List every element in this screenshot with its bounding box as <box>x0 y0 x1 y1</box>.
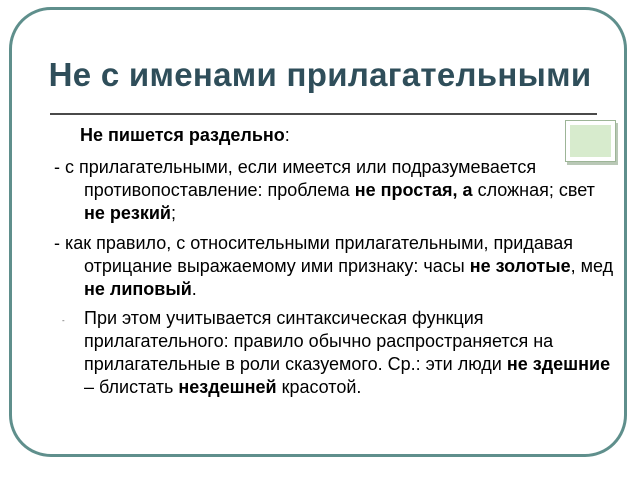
para2-text-2: , мед <box>570 256 614 276</box>
paragraph-bullet-mark: - <box>62 316 65 325</box>
para1-bold-2: не резкий <box>84 203 171 223</box>
para1-text-3: ; <box>170 203 176 223</box>
rule-heading-colon: : <box>284 125 290 145</box>
para3-bold-1: не здешние <box>506 354 611 374</box>
para2-text-1: - как правило, с относительными прилагательными, придавая отрицание выражаемому ими признаку: часы <box>54 233 573 276</box>
para1-text-1: - с прилагательными, если имеется или подразумевается противопоставление: проблема <box>54 157 537 200</box>
rule-paragraph-3 <box>54 307 614 399</box>
para3-text-1: При этом учитывается синтаксическая функция прилагательного: правило обычно распространяется на прилагательные в роли сказуемого. Ср.: эти люди <box>84 308 554 374</box>
para2-text-3: . <box>191 279 197 299</box>
para3-text-3: красотой. <box>276 377 362 397</box>
rule-paragraph-2 <box>54 232 614 301</box>
para3-bold-2: нездешней <box>178 377 277 397</box>
rule-heading-bold: Не пишется раздельно <box>80 125 285 145</box>
para3-text-2: – блистать <box>84 377 179 397</box>
slide-body <box>54 124 614 399</box>
slide-title: Не с именами прилагательными <box>48 56 592 93</box>
rule-paragraph-1 <box>54 156 614 225</box>
title-divider <box>50 113 597 115</box>
para2-bold-1: не золотые <box>469 256 571 276</box>
rule-heading <box>54 124 614 147</box>
para2-bold-2: не липовый <box>84 279 192 299</box>
para1-bold-1: не простая, а <box>354 180 473 200</box>
para1-text-2: сложная; свет <box>472 180 595 200</box>
